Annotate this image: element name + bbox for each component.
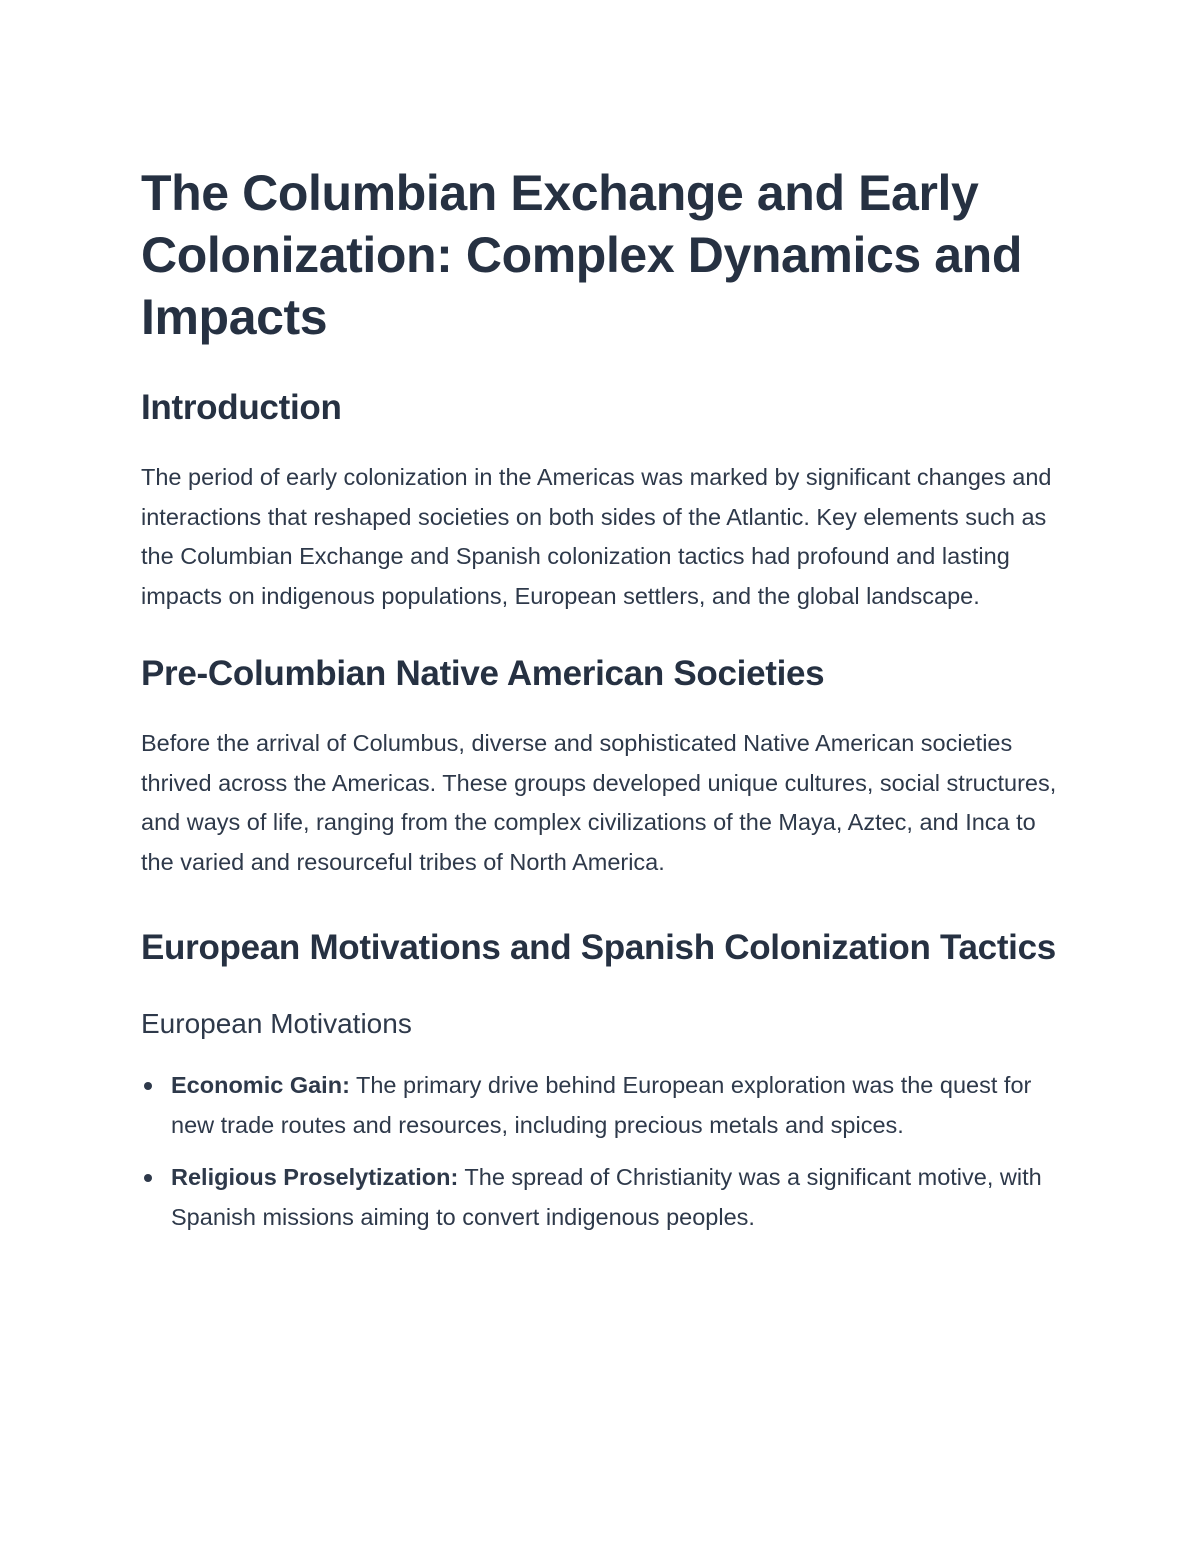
section-heading-european: European Motivations and Spanish Colonization Tactics — [141, 928, 1056, 967]
section-heading-pre-columbian: Pre-Columbian Native American Societies — [141, 654, 825, 693]
list-item-term: Religious Proselytization: — [171, 1164, 459, 1190]
introduction-paragraph: The period of early colonization in the Americas was marked by significant changes and interactions that reshaped societies on both sides of the Atlantic. Key elements such as the Columbian Exchange and Spanish colonization tactics had profound and lasting impacts on indigenous populations, European settlers, and the global landscape. — [141, 464, 1052, 609]
list-item-term: Economic Gain: — [171, 1072, 350, 1098]
section-heading-introduction: Introduction — [141, 388, 342, 427]
document-page — [141, 162, 1071, 1237]
list-item — [141, 1158, 1071, 1237]
bullet-icon — [144, 1174, 152, 1182]
bullet-icon — [144, 1082, 152, 1090]
subheading-european-motivations: European Motivations — [141, 1008, 412, 1039]
document-title: The Columbian Exchange and Early Colonization: Complex Dynamics and Impacts — [141, 165, 1022, 345]
motivations-list — [141, 1066, 1071, 1237]
list-item — [141, 1066, 1071, 1145]
list-item-text: The primary drive behind European exploration was the quest for new trade routes and resources, including precious metals and spices. — [171, 1072, 1032, 1138]
list-item-text: The spread of Christianity was a significant motive, with Spanish missions aiming to convert indigenous peoples. — [171, 1164, 1042, 1230]
pre-columbian-paragraph: Before the arrival of Columbus, diverse and sophisticated Native American societies thrived across the Americas. These groups developed unique cultures, social structures, and ways of life, ranging from the complex civilizations of the Maya, Aztec, and Inca to the varied and resourceful tribes of North America. — [141, 730, 1057, 875]
